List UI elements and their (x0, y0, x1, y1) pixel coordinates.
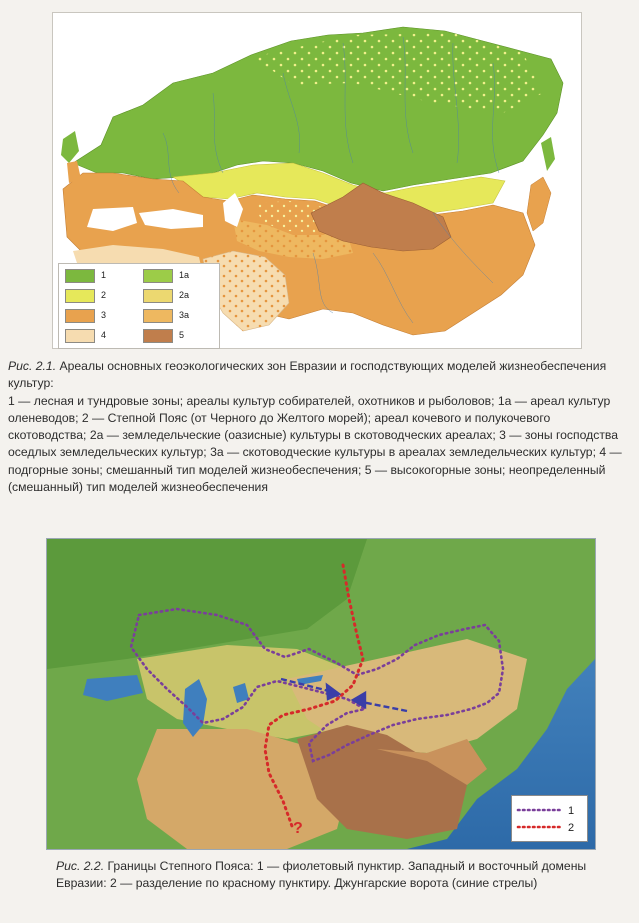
figure-2-1-caption (8, 358, 630, 496)
caption-body: Границы Степного Пояса: 1 — фиолетовый пунктир. Западный и восточный домены Евразии: 2 — разделение по красному пунктиру. Джунгарские ворота (синие стрелы) (56, 859, 587, 891)
legend-lines (512, 796, 587, 841)
legend-label: 1 (101, 270, 107, 280)
question-mark: ? (293, 820, 303, 837)
legend-label: 2 (101, 290, 107, 300)
figure-2-2-caption (56, 858, 596, 893)
caption-lead: Рис. 2.2. (56, 859, 105, 873)
legend-swatch (143, 309, 173, 323)
caption-lead: Рис. 2.1. (8, 359, 57, 373)
legend-swatch (65, 309, 95, 323)
legend-label: 2a (179, 290, 190, 300)
legend-label: 3 (101, 310, 107, 320)
legend-swatch (65, 329, 95, 343)
figure-2-1-legend (58, 263, 220, 349)
legend-label: 5 (179, 330, 185, 340)
legend-swatch (143, 289, 173, 303)
legend-swatch (143, 269, 173, 283)
caption-body: 1 — лесная и тундровые зоны; ареалы культур собирателей, охотников и рыболовов; 1а — ареал культур оленеводов; 2 — Степной Пояс (от Черного до Желтого морей); ареал кочевого и полукочевого скотоводства; 2а — земледельческие (оазисные) культуры в скотоводческих ареалах; 3 — зоны господства оседлых земледельческих культур; 3а — скотоводческие культуры в ареалах земледельческих культур; 4 — подгорные зоны; смешанный тип моделей жизнеобеспечения; 5 — высокогорные зоны; неопределенный (смешанный) тип моделей жизнеобеспечения (8, 393, 622, 495)
legend-swatch (65, 289, 95, 303)
legend-label: 1a (179, 270, 190, 280)
legend-label: 1 (568, 805, 575, 817)
legend-swatch (143, 329, 173, 343)
caption-title: Ареалы основных геоэкологических зон Евразии и господствующих моделей жизнеобеспечения культур: (8, 359, 607, 391)
figure-2-2-legend (511, 795, 588, 842)
legend-label: 3a (179, 310, 190, 320)
legend-label: 4 (101, 330, 107, 340)
legend-swatch (65, 269, 95, 283)
legend-label: 2 (568, 822, 575, 834)
